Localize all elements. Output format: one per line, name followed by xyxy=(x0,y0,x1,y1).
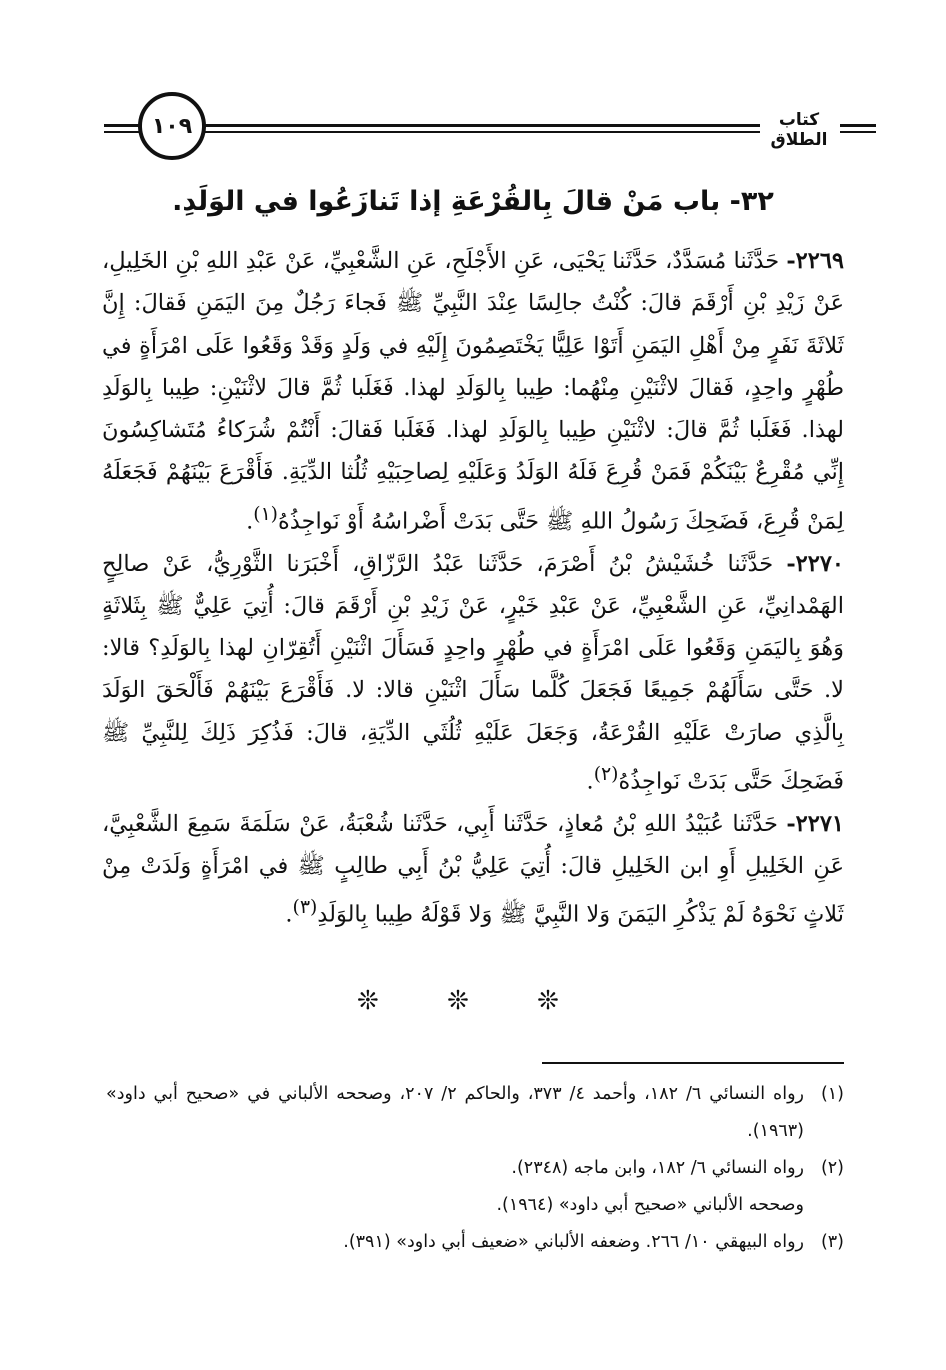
footnote-marker: (٣) xyxy=(820,1232,844,1252)
footnote-2-continuation: وصححه الألباني «صحيح أبي داود» (١٩٦٤). xyxy=(496,1195,804,1215)
hadith-body xyxy=(102,240,844,936)
hadith-2269: ٢٢٦٩- حَدَّثَنا مُسَدَّدٌ، حَدَّثَنا يَحْيَى، عَنِ الأَجْلَحِ، عَنِ الشَّعْبِيِّ، عَنْ عَبْدِ اللهِ بْنِ الخَلِيلِ، عَنْ زَيْدِ بْنِ أَرْقَمَ قالَ: كُنْتُ جالِسًا عِنْدَ النَّبِيِّ ﷺ فَجاءَ رَجُلٌ مِنَ اليَمَنِ فَقالَ: إِنَّ ثَلاثَةَ نَفَرٍ مِنْ أَهْلِ اليَمَنِ أَتَوْا عَلِيًّا يَخْتَصِمُونَ إِلَيْهِ في وَلَدٍ وَقَدْ وَقَعُوا عَلَى امْرَأَةٍ في طُهْرٍ واحِدٍ، فَقالَ لاثْنَيْنِ مِنْهُما: طِيبا بِالوَلَدِ لهذا. فَغَلَبا ثُمَّ قالَ لاثْنَيْنِ: طِيبا بِالوَلَدِ لهذا. فَغَلَبا ثُمَّ قالَ: لاثْنَيْنِ طِيبا بِالوَلَدِ لهذا. فَغَلَبا فَقالَ: أَنْتُمْ شُرَكاءُ مُتَشاكِسُونَ إِنِّي مُقْرِعٌ بَيْنَكُمْ فَمَنْ قُرِعَ فَلَهُ الوَلَدُ وَعَلَيْهِ لِصاحِبَيْهِ ثُلُثا الدِّيَةِ. فَأَقْرَعَ بَيْنَهُمْ فَجَعَلَهُ لِمَنْ قُرِعَ، فَضَحِكَ رَسُولُ اللهِ ﷺ حَتَّى بَدَتْ أَضْراسُهُ أَوْ نَواجِذُهُ$^{(١)}$. xyxy=(102,248,844,535)
footnote-1 xyxy=(106,1076,844,1150)
page-number-badge xyxy=(138,92,206,160)
hadith-2270: ٢٢٧٠- حَدَّثَنا خُشَيْشُ بْنُ أَصْرَمَ، حَدَّثَنا عَبْدُ الرَّزّاقِ، أَخْبَرَنا الثَّوْرِيُّ، عَنْ صالِحٍ الهَمْدانِيِّ، عَنِ الشَّعْبِيِّ، عَنْ عَبْدِ خَيْرٍ، عَنْ زَيْدِ بْنِ أَرْقَمَ قالَ: أُتِيَ عَلِيٌّ ﷺ بِثَلاثَةٍ وَهُوَ بِاليَمَنِ وَقَعُوا عَلَى امْرَأَةٍ في طُهْرٍ واحِدٍ فَسَأَلَ اثْنَيْنِ أَتُقِرّانِ لهذا بِالوَلَدِ؟ قالا: لا. حَتَّى سَأَلَهُمْ جَمِيعًا فَجَعَلَ كُلَّما سَأَلَ اثْنَيْنِ قالا: لا. فَأَقْرَعَ بَيْنَهُمْ فَأَلْحَقَ الوَلَدَ بِالَّذِي صارَتْ عَلَيْهِ القُرْعَةُ، وَجَعَلَ عَلَيْهِ ثُلُثَي الدِّيَةِ، قالَ: فَذُكِرَ ذَلِكَ لِلنَّبِيِّ ﷺ فَضَحِكَ حَتَّى بَدَتْ نَواجِذُهُ$^{(٢)}$. xyxy=(102,550,844,795)
footnote-3 xyxy=(106,1224,844,1261)
hadith-number: ٢٢٧١- xyxy=(786,810,844,837)
hadith-2271: ٢٢٧١- حَدَّثَنا عُبَيْدُ اللهِ بْنُ مُعاذٍ، حَدَّثَنا أَبِي، حَدَّثَنا شُعْبَةُ، عَنْ سَلَمَةَ سَمِعَ الشَّعْبِيَّ، عَنِ الخَلِيلِ أَوِ ابن الخَلِيلِ قالَ: أُتِيَ عَلِيُّ بْنُ أَبِي طالِبٍ ﷺ في امْرَأَةٍ وَلَدَتْ مِنْ ثَلاثٍ نَحْوَهُ لَمْ يَذْكُرِ اليَمَنَ وَلا النَّبِيَّ ﷺ وَلا قَوْلَهُ طِيبا بِالوَلَدِ$^{(٣)}$. xyxy=(102,810,844,928)
footnote-2 xyxy=(106,1150,844,1187)
footnote-ref[interactable]: (١) xyxy=(253,503,278,525)
hadith-number: ٢٢٧٠- xyxy=(786,550,844,577)
header-rule-middle-thin xyxy=(204,131,760,133)
footnote-text: رواه البيهقي ١٠/ ٢٦٦. وضعفه الألباني «ضعيف أبي داود» (٣٩١). xyxy=(343,1232,804,1252)
hadith-text: حَدَّثَنا عُبَيْدُ اللهِ بْنُ مُعاذٍ، حَدَّثَنا أَبِي، حَدَّثَنا شُعْبَةُ، عَنْ سَلَمَةَ سَمِعَ الشَّعْبِيَّ، عَنِ الخَلِيلِ أَوِ ابن الخَلِيلِ قالَ: أُتِيَ عَلِيُّ بْنُ أَبِي طالِبٍ ﷺ في امْرَأَةٍ وَلَدَتْ مِنْ ثَلاثٍ نَحْوَهُ لَمْ يَذْكُرِ اليَمَنَ وَلا النَّبِيَّ ﷺ وَلا قَوْلَهُ طِيبا بِالوَلَدِ xyxy=(102,810,844,928)
header-rule-right-thin xyxy=(840,131,876,133)
chapter-title: ٣٢- باب مَنْ قالَ بِالقُرْعَةِ إذا تَنازَعُوا في الوَلَدِ. xyxy=(172,186,774,217)
page-header xyxy=(104,92,844,162)
footnote-text: رواه النسائي ٦/ ١٨٢، وابن ماجه (٢٣٤٨). xyxy=(511,1158,804,1178)
footnote-marker: (٢) xyxy=(820,1158,844,1178)
hadith-number: ٢٢٦٩- xyxy=(786,248,844,274)
footnote-ref[interactable]: (٢) xyxy=(593,764,619,786)
header-rule-middle xyxy=(204,124,760,127)
footnote-marker: (١) xyxy=(820,1084,844,1104)
footnote-ref[interactable]: (٣) xyxy=(292,897,318,919)
hadith-text: حَدَّثَنا مُسَدَّدٌ، حَدَّثَنا يَحْيَى، عَنِ الأَجْلَحِ، عَنِ الشَّعْبِيِّ، عَنْ عَبْدِ اللهِ بْنِ الخَلِيلِ، عَنْ زَيْدِ بْنِ أَرْقَمَ قالَ: كُنْتُ جالِسًا عِنْدَ النَّبِيِّ ﷺ فَجاءَ رَجُلٌ مِنَ اليَمَنِ فَقالَ: إِنَّ ثَلاثَةَ نَفَرٍ مِنْ أَهْلِ اليَمَنِ أَتَوْا عَلِيًّا يَخْتَصِمُونَ إِلَيْهِ في وَلَدٍ وَقَدْ وَقَعُوا عَلَى امْرَأَةٍ في طُهْرٍ واحِدٍ، فَقالَ لاثْنَيْنِ مِنْهُما: طِيبا بِالوَلَدِ لهذا. فَغَلَبا ثُمَّ قالَ لاثْنَيْنِ: طِيبا بِالوَلَدِ لهذا. فَغَلَبا ثُمَّ قالَ: لاثْنَيْنِ طِيبا بِالوَلَدِ لهذا. فَغَلَبا فَقالَ: أَنْتُمْ شُرَكاءُ مُتَشاكِسُونَ إِنِّي مُقْرِعٌ بَيْنَكُمْ فَمَنْ قُرِعَ فَلَهُ الوَلَدُ وَعَلَيْهِ لِصاحِبَيْهِ ثُلُثا الدِّيَةِ. فَأَقْرَعَ بَيْنَهُمْ فَجَعَلَهُ لِمَنْ قُرِعَ، فَضَحِكَ رَسُولُ اللهِ ﷺ حَتَّى بَدَتْ أَضْراسُهُ أَوْ نَواجِذُهُ xyxy=(102,248,844,535)
header-rule-right xyxy=(840,124,876,127)
footnote-text: رواه النسائي ٦/ ١٨٢، وأحمد ٤/ ٣٧٣، والحاكم ٢/ ٢٠٧، وصححه الألباني في «صحيح أبي داود» (١٩٦٣). xyxy=(106,1084,804,1141)
section-separator-stars: ❊ ❊ ❊ xyxy=(357,986,589,1016)
footnote-divider xyxy=(542,1062,844,1064)
running-title: كتاب الطلاق xyxy=(770,110,828,150)
hadith-text: حَدَّثَنا خُشَيْشُ بْنُ أَصْرَمَ، حَدَّثَنا عَبْدُ الرَّزّاقِ، أَخْبَرَنا الثَّوْرِيُّ، عَنْ صالِحٍ الهَمْدانِيِّ، عَنِ الشَّعْبِيِّ، عَنْ عَبْدِ خَيْرٍ، عَنْ زَيْدِ بْنِ أَرْقَمَ قالَ: أُتِيَ عَلِيٌّ ﷺ بِثَلاثَةٍ وَهُوَ بِاليَمَنِ وَقَعُوا عَلَى امْرَأَةٍ في طُهْرٍ واحِدٍ فَسَأَلَ اثْنَيْنِ أَتُقِرّانِ لهذا بِالوَلَدِ؟ قالا: لا. حَتَّى سَأَلَهُمْ جَمِيعًا فَجَعَلَ كُلَّما سَأَلَ اثْنَيْنِ قالا: لا. فَأَقْرَعَ بَيْنَهُمْ فَأَلْحَقَ الوَلَدَ بِالَّذِي صارَتْ عَلَيْهِ القُرْعَةُ، وَجَعَلَ عَلَيْهِ ثُلُثَي الدِّيَةِ، قالَ: فَذُكِرَ ذَلِكَ لِلنَّبِيِّ ﷺ فَضَحِكَ حَتَّى بَدَتْ نَواجِذُهُ xyxy=(102,550,844,795)
page-number: ١٠٩ xyxy=(151,113,193,139)
footnotes xyxy=(106,1076,844,1261)
